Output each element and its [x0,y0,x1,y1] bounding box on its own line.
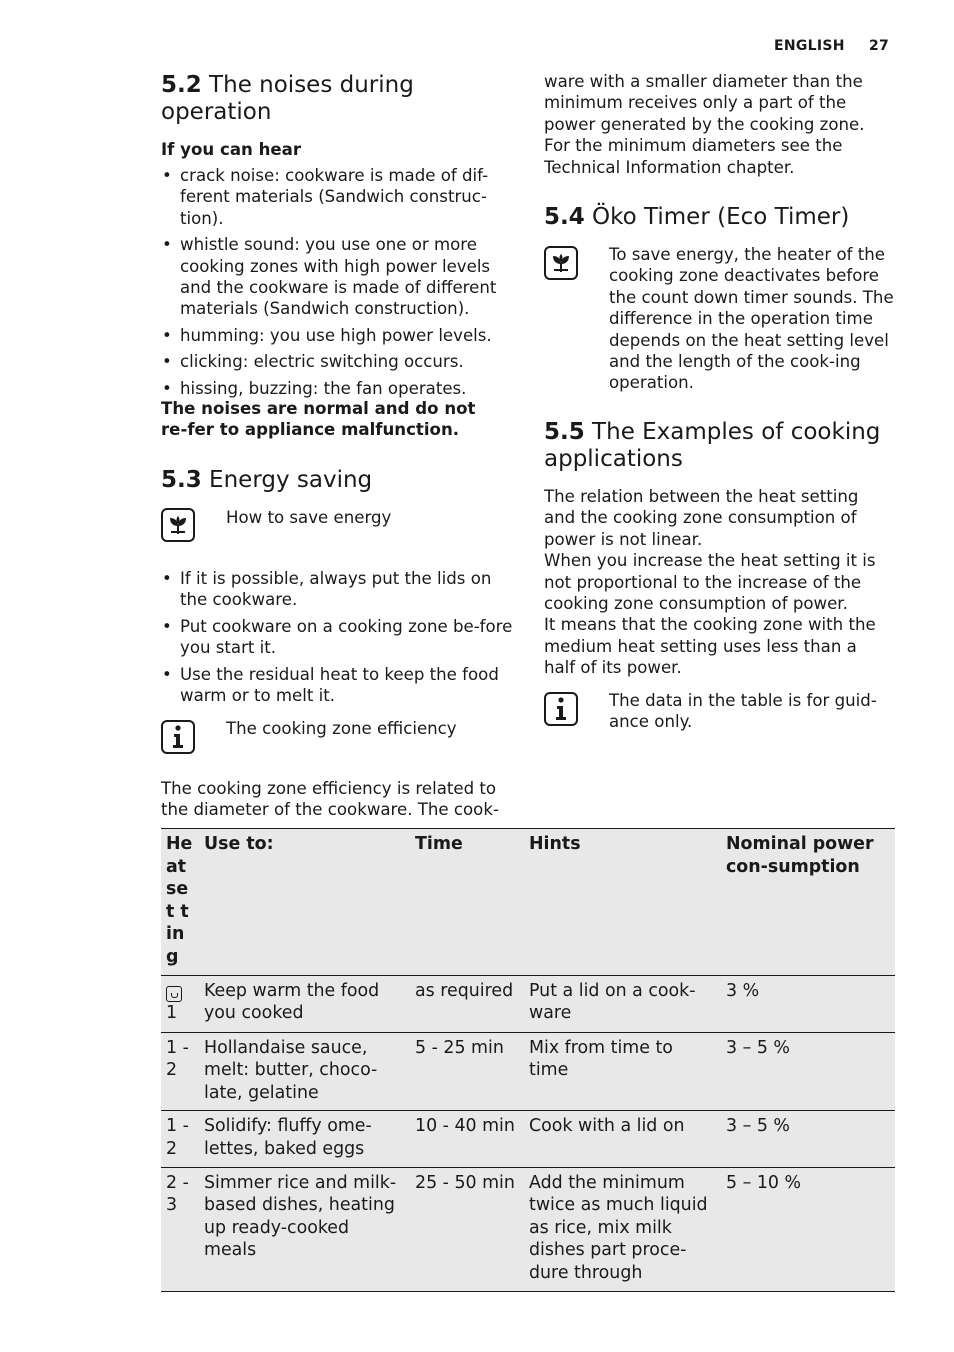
hints-cell: Mix from time to time [524,1032,721,1111]
eco-leaf-icon [544,246,578,280]
eco-label: How to save energy [226,508,392,527]
table-row [161,1167,895,1291]
section-heading [161,72,511,126]
power-cell: 5 – 10 % [721,1167,895,1291]
keep-warm-icon [166,986,182,1002]
list-item: • humming: you use high power levels. [161,325,511,346]
column-header-heat-setting: He at set tin g [161,829,199,976]
paragraph: It means that the cooking zone with the medium heat setting uses less than a half of its power. [544,615,876,678]
table-header-row [161,829,895,976]
table-row [161,1032,895,1111]
column-header-hints: Hints [524,829,721,976]
section-heading [544,204,849,231]
heat-setting-cell [161,975,199,1032]
column-header-power: Nominal power con-sumption [721,829,895,976]
table-guidance-note: The data in the table is for guid-ance only. [609,691,877,732]
column-header-use: Use to: [199,829,410,976]
section-number: 5.2 [161,72,202,98]
section-title: The noises during operation [161,72,414,125]
info-icon [161,720,195,754]
section-heading [161,467,372,494]
info-icon [544,692,578,726]
list-item: • If it is possible, always put the lids on the cookware. [161,568,516,611]
page-number: 27 [869,38,890,54]
list-item: • whistle sound: you use one or more cooking zones with high power levels and the cookware is made of different materials (Sandwich construction). [161,234,511,320]
list-item: • Use the residual heat to keep the food warm or to melt it. [161,664,516,707]
hints-cell: Add the minimum twice as much liquid as rice, mix milk dishes part proce-dure through [524,1167,721,1291]
heat-setting-value: 1 [166,1002,178,1023]
use-cell: Hollandaise sauce, melt: butter, choco-late, gelatine [199,1032,410,1111]
use-cell: Solidify: fluffy ome-lettes, baked eggs [199,1111,410,1167]
table-row [161,975,895,1032]
list-item: • clicking: electric switching occurs. [161,351,511,372]
eco-leaf-icon [161,508,195,542]
section-heading [544,419,889,473]
energy-list [161,568,516,706]
info-label: The cooking zone efficiency [226,719,457,738]
list-item: • hissing, buzzing: the fan operates. [161,378,511,399]
heat-setting-cell: 1 - 2 [161,1111,199,1167]
efficiency-paragraph: The cooking zone efficiency is related to the diameter of the cookware. The cook- [161,779,499,820]
table-row [161,1111,895,1167]
eco-timer-text: To save energy, the heater of the cooking zone deactivates before the count down timer sounds. The difference in the operation time depends on the heat setting level and the length of the cook-ing operation. [609,245,894,393]
heat-setting-cell: 2 - 3 [161,1167,199,1291]
power-cell: 3 – 5 % [721,1111,895,1167]
paragraph: When you increase the heat setting it is not proportional to the increase of the cooking zone consumption of power. [544,551,876,614]
power-cell: 3 % [721,975,895,1032]
cooking-applications-table [161,828,895,1292]
list-item: • crack noise: cookware is made of dif-ferent materials (Sandwich construc-tion). [161,165,511,229]
section-number: 5.5 [544,419,585,445]
use-cell: Keep warm the food you cooked [199,975,410,1032]
use-cell: Simmer rice and milk-based dishes, heating up ready-cooked meals [199,1167,410,1291]
time-cell: 5 - 25 min [410,1032,524,1111]
noise-note: The noises are normal and do not re-fer to appliance malfunction. [161,399,476,440]
hints-cell: Put a lid on a cook-ware [524,975,721,1032]
hints-cell: Cook with a lid on [524,1111,721,1167]
cooking-examples-text [544,486,889,679]
power-cell: 3 – 5 % [721,1032,895,1111]
time-cell: as required [410,975,524,1032]
column-header-time: Time [410,829,524,976]
time-cell: 25 - 50 min [410,1167,524,1291]
section-5-2 [161,72,511,126]
section-number: 5.3 [161,467,202,493]
header-language: ENGLISH [774,38,845,54]
subheading: If you can hear [161,140,302,159]
efficiency-paragraph-continued: ware with a smaller diameter than the minimum receives only a part of the power generated by the cooking zone. For the minimum diameters see the Technical Information chapter. [544,72,865,177]
section-number: 5.4 [544,204,585,230]
time-cell: 10 - 40 min [410,1111,524,1167]
paragraph: The relation between the heat setting and the cooking zone consumption of power is not linear. [544,487,859,549]
heat-setting-cell: 1 - 2 [161,1032,199,1111]
noise-list [161,165,511,399]
section-title: Energy saving [201,467,373,493]
list-item: • Put cookware on a cooking zone be-fore you start it. [161,616,516,659]
section-title: Öko Timer (Eco Timer) [584,204,850,230]
section-title: The Examples of cooking applications [544,419,881,472]
